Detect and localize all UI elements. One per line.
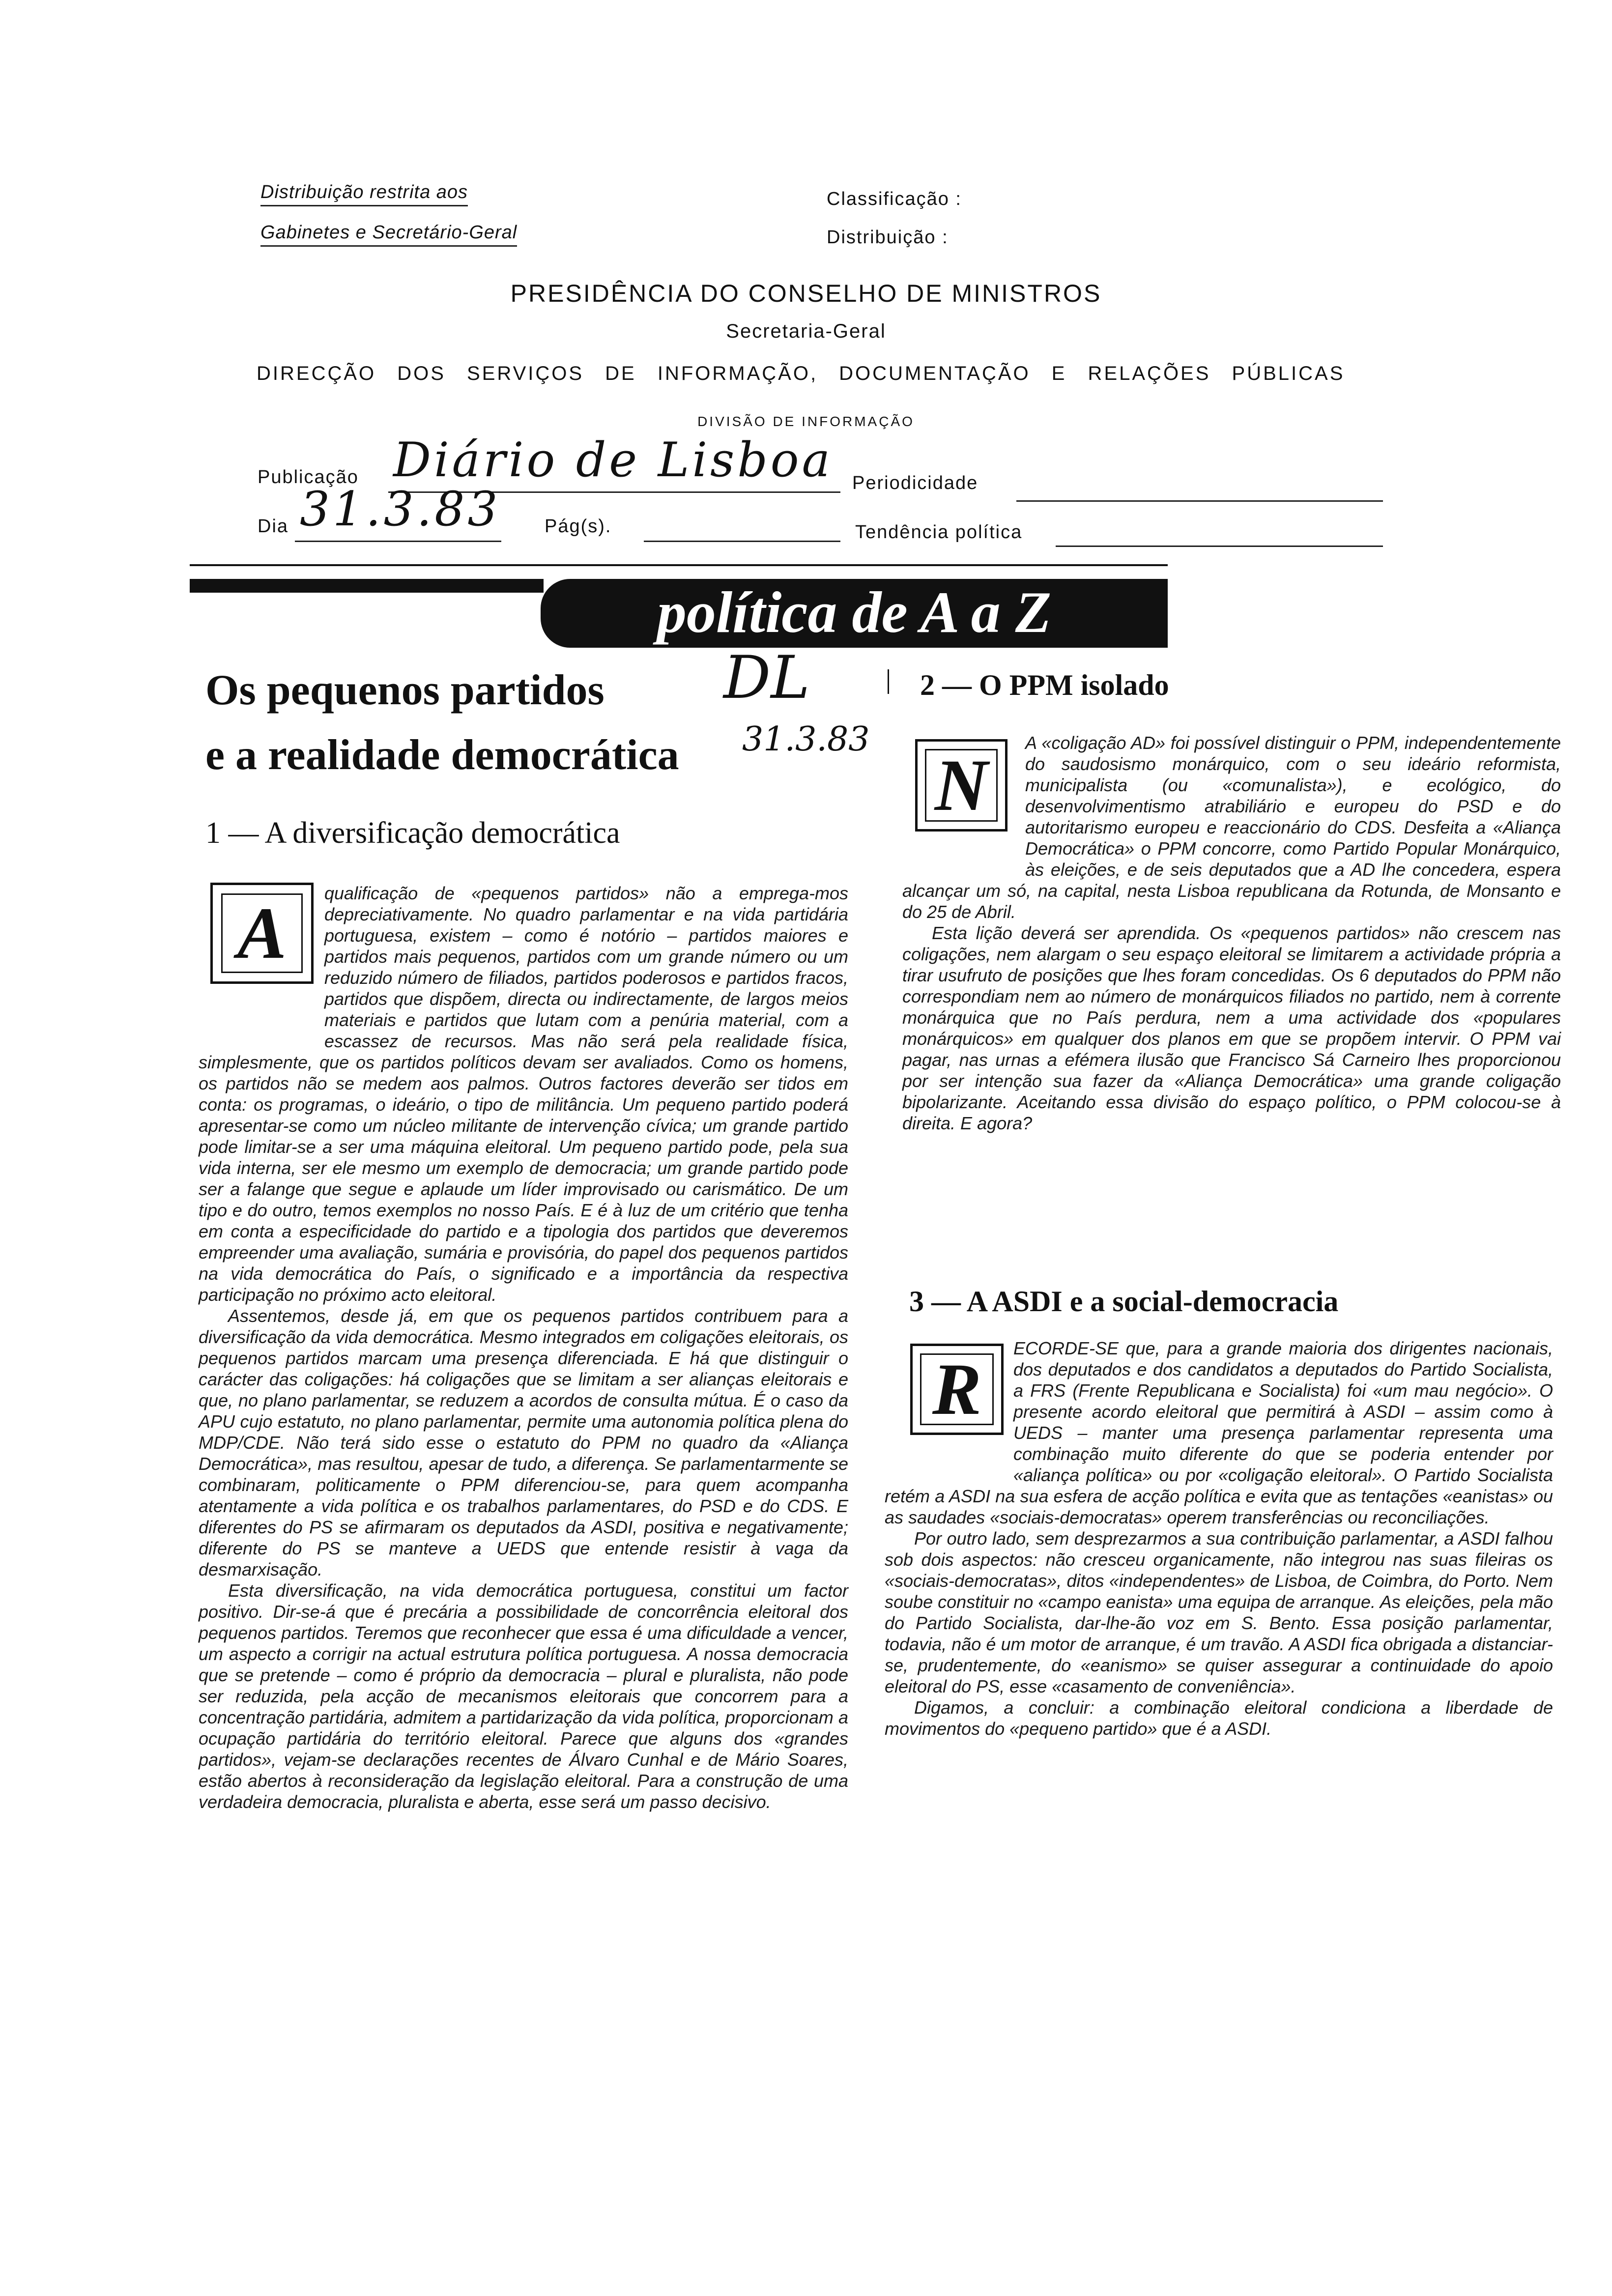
section-banner bbox=[541, 579, 1168, 648]
section3-paragraph: ECORDE-SE que, para a grande maioria dos dirigentes nacionais, dos deputados e dos candidatos a deputados do Partido Socialista, a FRS (Frente Republicana e Socialista) foi «um mau negócio». O presente acordo eleitoral que permitirá à ASDI – assim como à UEDS – manter uma presença parlamentar representa uma combinação muito diferente do que se poderia entender por «aliança política» ou por «coligação eleitoral». O Partido Socialista retém a ASDI na sua esfera de acção política e evita que as tentações «eanistas» ou as saudades «sociais-democratas» operem transferências ou reconciliações. bbox=[885, 1338, 1553, 1527]
publication-handwritten-value: Diário de Lisboa bbox=[393, 432, 833, 488]
section3-paragraph: Por outro lado, sem desprezarmos a sua contribuição parlamentar, a ASDI falhou sob dois aspectos: não cresceu organicamente, não integrou nas suas fileiras os «sociais-democratas», ditos «independentes» de Lisboa, de Coimbra, do Porto. Nem soube constituir no «campo eanista» uma equipa de arranque. As eleições, pela mão do Partido Socialista, dar-lhe-ão voz em S. Bento. Essa posição parlamentar, todavia, não é um motor de arranque, é um travão. A ASDI fica obrigada a distanciar-se, prudentemente, do «eanismo» se quiser assegurar a continuidade do apoio eleitoral do PS, esse «casamento de conveniência». bbox=[885, 1528, 1553, 1696]
section1-dropcap: A bbox=[221, 893, 303, 974]
handwritten-initials: DL bbox=[723, 644, 810, 712]
section1-paragraph: Assentemos, desde já, em que os pequenos partidos contribuem para a diversificação da vida democrática. Mesmo integrados em coligações eleitorais, os pequenos partidos marcam uma presença diferenciada. E há que distinguir o carácter das coligações: há coligações que se limitam a ser alianças eleitorais e que, no plano parlamentar, se reduzem a acordos de consulta mútua. É o caso da APU cujo estatuto, no plano parlamentar, permite uma autonomia política plena do MDP/CDE. Não terá sido esse o estatuto do PPM no quadro da «Aliança Democrática», mas resultou, apesar de tudo, a diferença. Se parlamentarmente se combinaram, politicamente o PPM diferenciou-se, para quem acompanha atentamente a vida política e os trabalhos parlamentares, do PSD e do CDS. E diferentes do PS se afirmaram os deputados da ASDI, positiva e negativamente; diferente do PS se manteve a UEDS que entende resistir à vaga da desmarxisação. bbox=[199, 1306, 848, 1579]
directorate-line: DIRECÇÃO DOS SERVIÇOS DE INFORMAÇÃO, DOCUMENTAÇÃO E RELAÇÕES PÚBLICAS bbox=[257, 363, 1345, 384]
section2-paragraph: A «coligação AD» foi possível distinguir o PPM, independentemente do saudosismo monárquico, com o seu ideário reformista, municipalista (ou «comunalista»), e ecológico, do desenvolvimentismo atrabiliário e europeu do PSD e do autoritarismo europeu e reaccionário do CDS. Desfeita a «Aliança Democrática» o PPM concorre, como Partido Popular Monárquico, às eleições, e de seis deputados que a AD lhe concedera, espera alcançar um só, na capital, nesta Lisboa republicana da Rotunda, de Monsanto e do 25 de Abril. bbox=[902, 733, 1561, 922]
section3-dropcap: R bbox=[920, 1353, 994, 1426]
day-handwritten-value: 31.3.83 bbox=[300, 482, 501, 537]
distribution-restriction-line1: Distribuição restrita aos bbox=[260, 182, 468, 206]
banner-title: política de A a Z bbox=[657, 579, 1052, 645]
handwritten-date-note: 31.3.83 bbox=[742, 720, 870, 759]
publication-label: Publicação bbox=[258, 467, 359, 488]
secretariat-subtitle: Secretaria-Geral bbox=[726, 320, 886, 342]
section3-body bbox=[885, 1338, 1553, 1739]
distribution-restriction-line2: Gabinetes e Secretário-Geral bbox=[260, 222, 517, 247]
ministry-title: PRESIDÊNCIA DO CONSELHO DE MINISTROS bbox=[510, 280, 1102, 307]
day-fill-line bbox=[295, 541, 501, 542]
periodicity-label: Periodicidade bbox=[852, 473, 979, 493]
headline-line1: Os pequenos partidos bbox=[205, 666, 604, 714]
tendency-label: Tendência política bbox=[855, 522, 1023, 543]
distribution-label: Distribuição : bbox=[827, 227, 949, 248]
periodicity-fill-line bbox=[1016, 500, 1383, 502]
section1-paragraph: qualificação de «pequenos partidos» não a emprega-mos depreciativamente. No quadro parlamentar e na vida partidária portuguesa, existem – como é notório – partidos maiores e partidos mais pequenos, partidos com um grande número ou um reduzido número de filiados, partidos poderosos e partidos fracos, partidos que dispõem, directa ou indirectamente, de largos meios materiais e partidos que lutam com a penúria material, com a escassez de recursos. Mas não será pela realidade física, simplesmente, que os partidos políticos devam ser avaliados. Como os homens, os partidos não se medem aos palmos. Outros factores deverão ser tidos em conta: os programas, o ideário, o tipo de militância. Um pequeno partido poderá apresentar-se como um núcleo militante de intervenção cívica; um grande partido pode limitar-se a ser uma máquina eleitoral. Um pequeno partido pode, pela sua vida interna, ser ele mesmo um exemplo de democracia; um grande partido pode ser a falange que segue e aplaude um líder improvisado ou carismático. De um tipo e do outro, temos exemplos no nosso País. E é à luz de um critério que tenha em conta a especificidade do partido e a tipologia dos partidos que deveremos empreender uma avaliação, sumária e provisória, do papel dos pequenos partidos na vida democrática do País, o significado e a importância da respectiva participação no próximo acto eleitoral. bbox=[199, 883, 848, 1305]
section2-title: 2 — O PPM isolado bbox=[920, 669, 1169, 701]
section2-body bbox=[902, 732, 1561, 1134]
section1-paragraph: Esta diversificação, na vida democrática portuguesa, constitui um factor positivo. Dir-se-á que é precária a possibilidade de concorrência eleitoral dos pequenos partidos. Teremos que reconhecer que essa é uma dificuldade a vencer, um aspecto a corrigir na actual estrutura política portuguesa. A nossa democracia que se pretende – como é próprio da democracia – plural e pluralista, não pode ser reduzida, pela acção de mecanismos eleitorais que concorrem para a concentração partidária, admitem a partidarização da vida política, proporcionam a ocupação partidária do território eleitoral. Parece que alguns dos «grandes partidos», vejam-se declarações recentes de Álvaro Cunhal e de Mário Soares, estão abertos à reconsideração da legislação eleitoral. Para a construção de uma verdadeira democracia, pluralista e aberta, esse será um passo decisivo. bbox=[199, 1580, 848, 1812]
day-label: Dia bbox=[258, 516, 289, 537]
tendency-fill-line bbox=[1056, 545, 1383, 547]
headline-line2: e a realidade democrática bbox=[205, 731, 679, 779]
column-divider-mark bbox=[888, 669, 889, 694]
section1-body bbox=[199, 883, 848, 1812]
pages-fill-line bbox=[644, 541, 840, 542]
classification-label: Classificação : bbox=[827, 189, 962, 209]
section2-paragraph: Esta lição deverá ser aprendida. Os «pequenos partidos» não crescem nas coligações, nem alargam o seu espaço eleitoral se limitarem a actividade própria a tirar usufruto de posições que lhes foram concedidas. Os 6 deputados do PPM não correspondiam nem ao número de monárquicos filiados no partido, nem à corrente monárquica que no País perdura, nem a uma actividade dos «populares monárquicos» em qualquer dos planos em que se propõem intervir. O PPM vai pagar, nas urnas a efémera ilusão que Francisco Sá Carneiro lhes proporcionou por ser intenção sua fazer da «Aliança Democrática» uma grande coligação bipolarizante. Aceitando essa divisão do espaço político, o PPM colocou-se à direita. E agora? bbox=[902, 923, 1561, 1133]
section2-dropcap: N bbox=[925, 749, 998, 822]
section1-title: 1 — A diversificação democrática bbox=[205, 816, 620, 850]
section3-title: 3 — A ASDI e a social-democracia bbox=[909, 1285, 1339, 1318]
pages-label: Pág(s). bbox=[545, 516, 612, 537]
section3-paragraph: Digamos, a concluir: a combinação eleitoral condiciona a liberdade de movimentos do «pequeno partido» que é a ASDI. bbox=[885, 1697, 1553, 1739]
top-thin-rule bbox=[190, 564, 1168, 566]
banner-bar-left bbox=[190, 579, 544, 593]
division-line: DIVISÃO DE INFORMAÇÃO bbox=[697, 414, 915, 429]
